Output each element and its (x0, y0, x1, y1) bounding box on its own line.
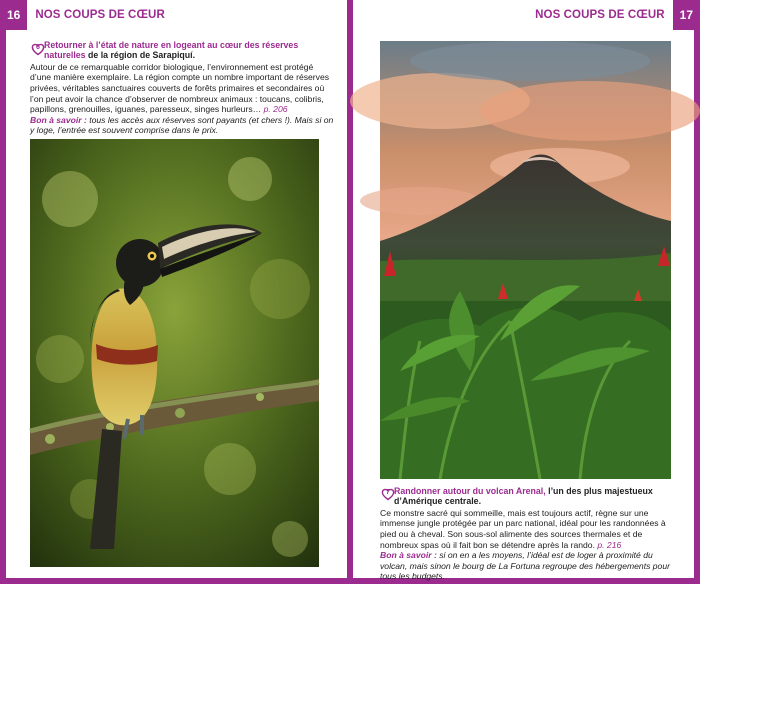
left-item-number: 6 (36, 44, 40, 51)
right-page-ref[interactable]: p. 216 (597, 539, 622, 550)
right-item-number: 7 (386, 489, 390, 496)
right-body: Ce monstre sacré qui sommeille, mais est toujours actif, règne sur une immense jungle protégée par un parc national, idéal pour les randonnées à pied ou à cheval. Son sous-sol alimente des sources thermales et de nombreux spas où il fait bon se détendre après la rando. (380, 507, 666, 550)
right-section-title: NOS COUPS DE CŒUR (535, 9, 665, 21)
left-tip (30, 115, 336, 136)
toucan-photo (30, 139, 346, 702)
right-tip-text: si on en a les moyens, l’idéal est de loger à proximité du volcan, mais sinon le bourg de La Fortuna regroupe des hébergements pour tous les budgets. (380, 550, 670, 582)
left-tip-label: Bon à savoir : (30, 114, 87, 125)
left-page-number: 16 (0, 0, 27, 30)
right-item-heading (380, 486, 673, 507)
left-item-heading (30, 40, 336, 61)
toucan-photo-credit: © Robert Harding/hemis.fr (339, 626, 346, 702)
left-page-header (0, 0, 347, 30)
right-page-header (353, 0, 700, 30)
volcano-photo-credit: © Ocean Eloy/Shutterstock (763, 429, 770, 513)
right-text-block (380, 486, 673, 582)
right-tip (380, 550, 673, 582)
right-body-text (380, 508, 673, 550)
right-tip-label: Bon à savoir : (380, 550, 437, 561)
right-page-number: 17 (673, 0, 700, 30)
left-section-title: NOS COUPS DE CŒUR (35, 9, 165, 21)
right-heading-rest: l’un des plus majestueux d’Amérique centrale. (394, 486, 653, 507)
left-body: Autour de ce remarquable corridor biologique, l’environnement est protégé d’une manière exemplaire. La région compte un nombre important de réserves privées, véritables sanctuaires couverts de forêts primaires et secondaires où l’on peut avoir la chance d’observer de nombreux animaux : toucans, colibris, papillons, grenouilles, iguanes, paresseux, singes hurleurs… (30, 61, 330, 115)
page-gutter (347, 0, 353, 584)
left-tip-text: tous les accès aux réserves sont payants (et chers !). Mais si on y loge, l’entrée est souvent comprise dans le prix. (30, 114, 334, 136)
left-heading-highlight: Retourner à l’état de nature en logeant au cœur des réserves naturelles (44, 40, 299, 61)
left-body-text (30, 62, 336, 115)
left-text-block (30, 40, 336, 136)
left-heading-rest: de la région de Sarapiquí. (85, 50, 196, 61)
right-heading-highlight: Randonner autour du volcan Arenal, (394, 486, 546, 496)
left-page-ref[interactable]: p. 206 (263, 104, 288, 115)
